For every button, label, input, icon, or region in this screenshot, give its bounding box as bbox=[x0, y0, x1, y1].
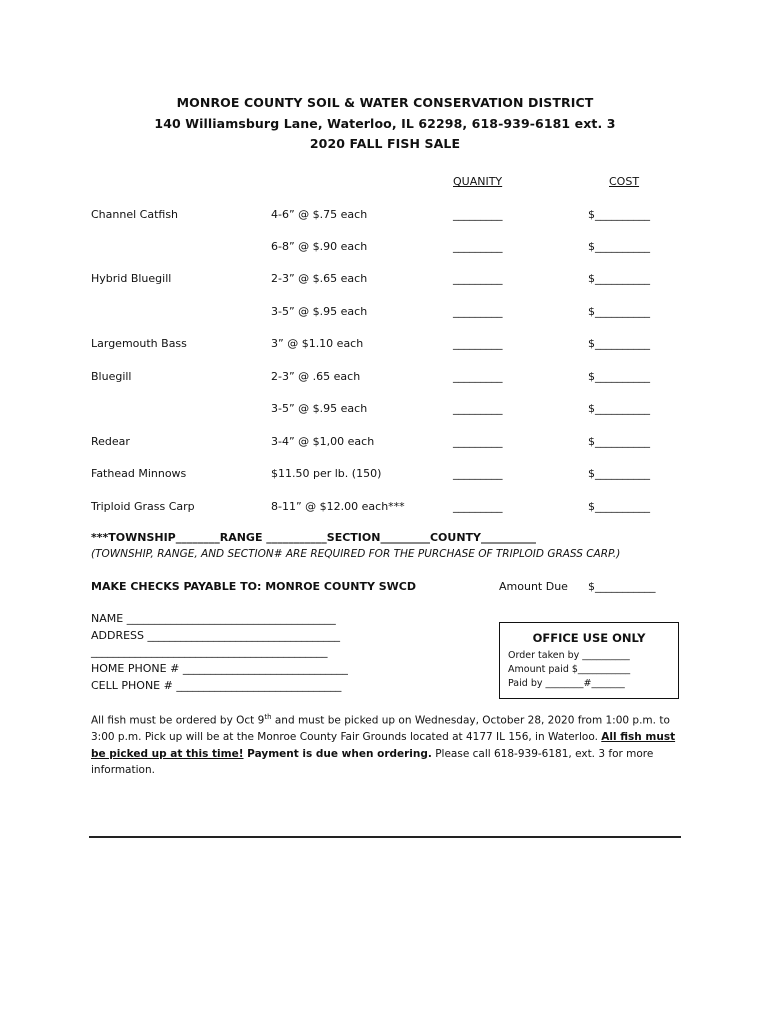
quantity-field[interactable]: _________ bbox=[453, 370, 503, 383]
fish-name: Triploid Grass Carp bbox=[91, 500, 195, 513]
paid-by-field[interactable]: Paid by ________#_______ bbox=[508, 678, 625, 689]
cost-field[interactable]: $__________ bbox=[588, 370, 650, 383]
home-phone-field[interactable]: HOME PHONE # ______________________________ bbox=[91, 662, 348, 675]
cost-field[interactable]: $__________ bbox=[588, 467, 650, 480]
quantity-field[interactable]: _________ bbox=[453, 272, 503, 285]
order-row bbox=[0, 272, 770, 290]
fish-name: Hybrid Bluegill bbox=[91, 272, 172, 285]
cost-field[interactable]: $__________ bbox=[588, 500, 650, 513]
cost-field[interactable]: $__________ bbox=[588, 337, 650, 350]
order-taken-by-field[interactable]: Order taken by __________ bbox=[508, 650, 630, 661]
fish-name: Fathead Minnows bbox=[91, 467, 187, 480]
cost-field[interactable]: $__________ bbox=[588, 208, 650, 221]
cost-field[interactable]: $__________ bbox=[588, 402, 650, 415]
cost-field[interactable]: $__________ bbox=[588, 435, 650, 448]
checks-payable-to: MAKE CHECKS PAYABLE TO: MONROE COUNTY SWCD bbox=[91, 580, 417, 593]
quantity-field[interactable]: _________ bbox=[453, 208, 503, 221]
fish-size-price: 4-6” @ $.75 each bbox=[271, 208, 368, 221]
fish-size-price: 2-3” @ $.65 each bbox=[271, 272, 368, 285]
district-title: MONROE COUNTY SOIL & WATER CONSERVATION DISTRICT bbox=[176, 95, 594, 110]
amount-due-label: Amount Due bbox=[499, 580, 568, 593]
notice-text-3: Please call 618-939-6181, ext. 3 for more information. bbox=[91, 747, 654, 776]
order-row bbox=[0, 500, 770, 518]
order-row bbox=[0, 402, 770, 420]
quantity-field[interactable]: _________ bbox=[453, 467, 503, 480]
fish-size-price: 3-5” @ $.95 each bbox=[271, 402, 368, 415]
office-use-box bbox=[499, 622, 679, 699]
fish-name: Redear bbox=[91, 435, 130, 448]
quantity-field[interactable]: _________ bbox=[453, 337, 503, 350]
township-requirement-note: (TOWNSHIP, RANGE, AND SECTION# ARE REQUIRED FOR THE PURCHASE OF TRIPLOID GRASS CARP.) bbox=[91, 548, 621, 560]
order-row bbox=[0, 370, 770, 388]
fish-size-price: $11.50 per lb. (150) bbox=[271, 467, 382, 480]
order-row bbox=[0, 305, 770, 323]
office-use-title: OFFICE USE ONLY bbox=[532, 631, 646, 645]
fish-size-price: 8-11” @ $12.00 each*** bbox=[271, 500, 405, 513]
fish-size-price: 3-5” @ $.95 each bbox=[271, 305, 368, 318]
quantity-field[interactable]: _________ bbox=[453, 435, 503, 448]
cost-field[interactable]: $__________ bbox=[588, 272, 650, 285]
order-row bbox=[0, 208, 770, 226]
cost-field[interactable]: $__________ bbox=[588, 305, 650, 318]
notice-text-1: All fish must be ordered by Oct 9 bbox=[91, 714, 265, 727]
bottom-divider bbox=[89, 836, 681, 838]
sale-title: 2020 FALL FISH SALE bbox=[309, 136, 461, 151]
cell-phone-field[interactable]: CELL PHONE # ______________________________ bbox=[91, 679, 342, 692]
township-range-section-fields[interactable]: ***TOWNSHIP________RANGE ___________SECTION_________COUNTY__________ bbox=[91, 531, 536, 544]
fish-size-price: 6-8” @ $.90 each bbox=[271, 240, 368, 253]
fish-size-price: 3-4” @ $1,00 each bbox=[271, 435, 375, 448]
cost-field[interactable]: $__________ bbox=[588, 240, 650, 253]
fish-size-price: 3” @ $1.10 each bbox=[271, 337, 364, 350]
name-field[interactable]: NAME ______________________________________ bbox=[91, 612, 336, 625]
notice-superscript: th bbox=[264, 713, 272, 721]
quantity-field[interactable]: _________ bbox=[453, 240, 503, 253]
fish-size-price: 2-3” @ .65 each bbox=[271, 370, 361, 383]
order-row bbox=[0, 240, 770, 258]
amount-due-field[interactable]: $___________ bbox=[588, 580, 656, 593]
payment-warning: Payment is due when ordering. bbox=[243, 747, 432, 760]
pickup-instructions bbox=[91, 709, 681, 779]
order-row bbox=[0, 467, 770, 485]
address-line-2-field[interactable]: ___________________________________________ bbox=[91, 645, 328, 658]
fish-name: Bluegill bbox=[91, 370, 132, 383]
quantity-field[interactable]: _________ bbox=[453, 402, 503, 415]
quantity-field[interactable]: _________ bbox=[453, 305, 503, 318]
pickup-warning: All fish must be picked up at this time! bbox=[91, 731, 676, 760]
cost-column-header: COST bbox=[609, 175, 640, 188]
order-row bbox=[0, 435, 770, 453]
notice-text-2: and must be picked up on Wednesday, October 28, 2020 from 1:00 p.m. to 3:00 p.m. Pick up will be at the Monroe County Fair Grounds located at 4177 IL 156, in Waterloo. bbox=[91, 714, 670, 743]
fish-name: Largemouth Bass bbox=[91, 337, 187, 350]
amount-paid-field[interactable]: Amount paid $___________ bbox=[508, 664, 631, 675]
quantity-field[interactable]: _________ bbox=[453, 500, 503, 513]
order-row bbox=[0, 337, 770, 355]
fish-name: Channel Catfish bbox=[91, 208, 179, 221]
quantity-column-header: QUANITY bbox=[453, 175, 503, 188]
district-address: 140 Williamsburg Lane, Waterloo, IL 62298, 618-939-6181 ext. 3 bbox=[154, 116, 616, 131]
address-field[interactable]: ADDRESS ___________________________________ bbox=[91, 629, 341, 642]
